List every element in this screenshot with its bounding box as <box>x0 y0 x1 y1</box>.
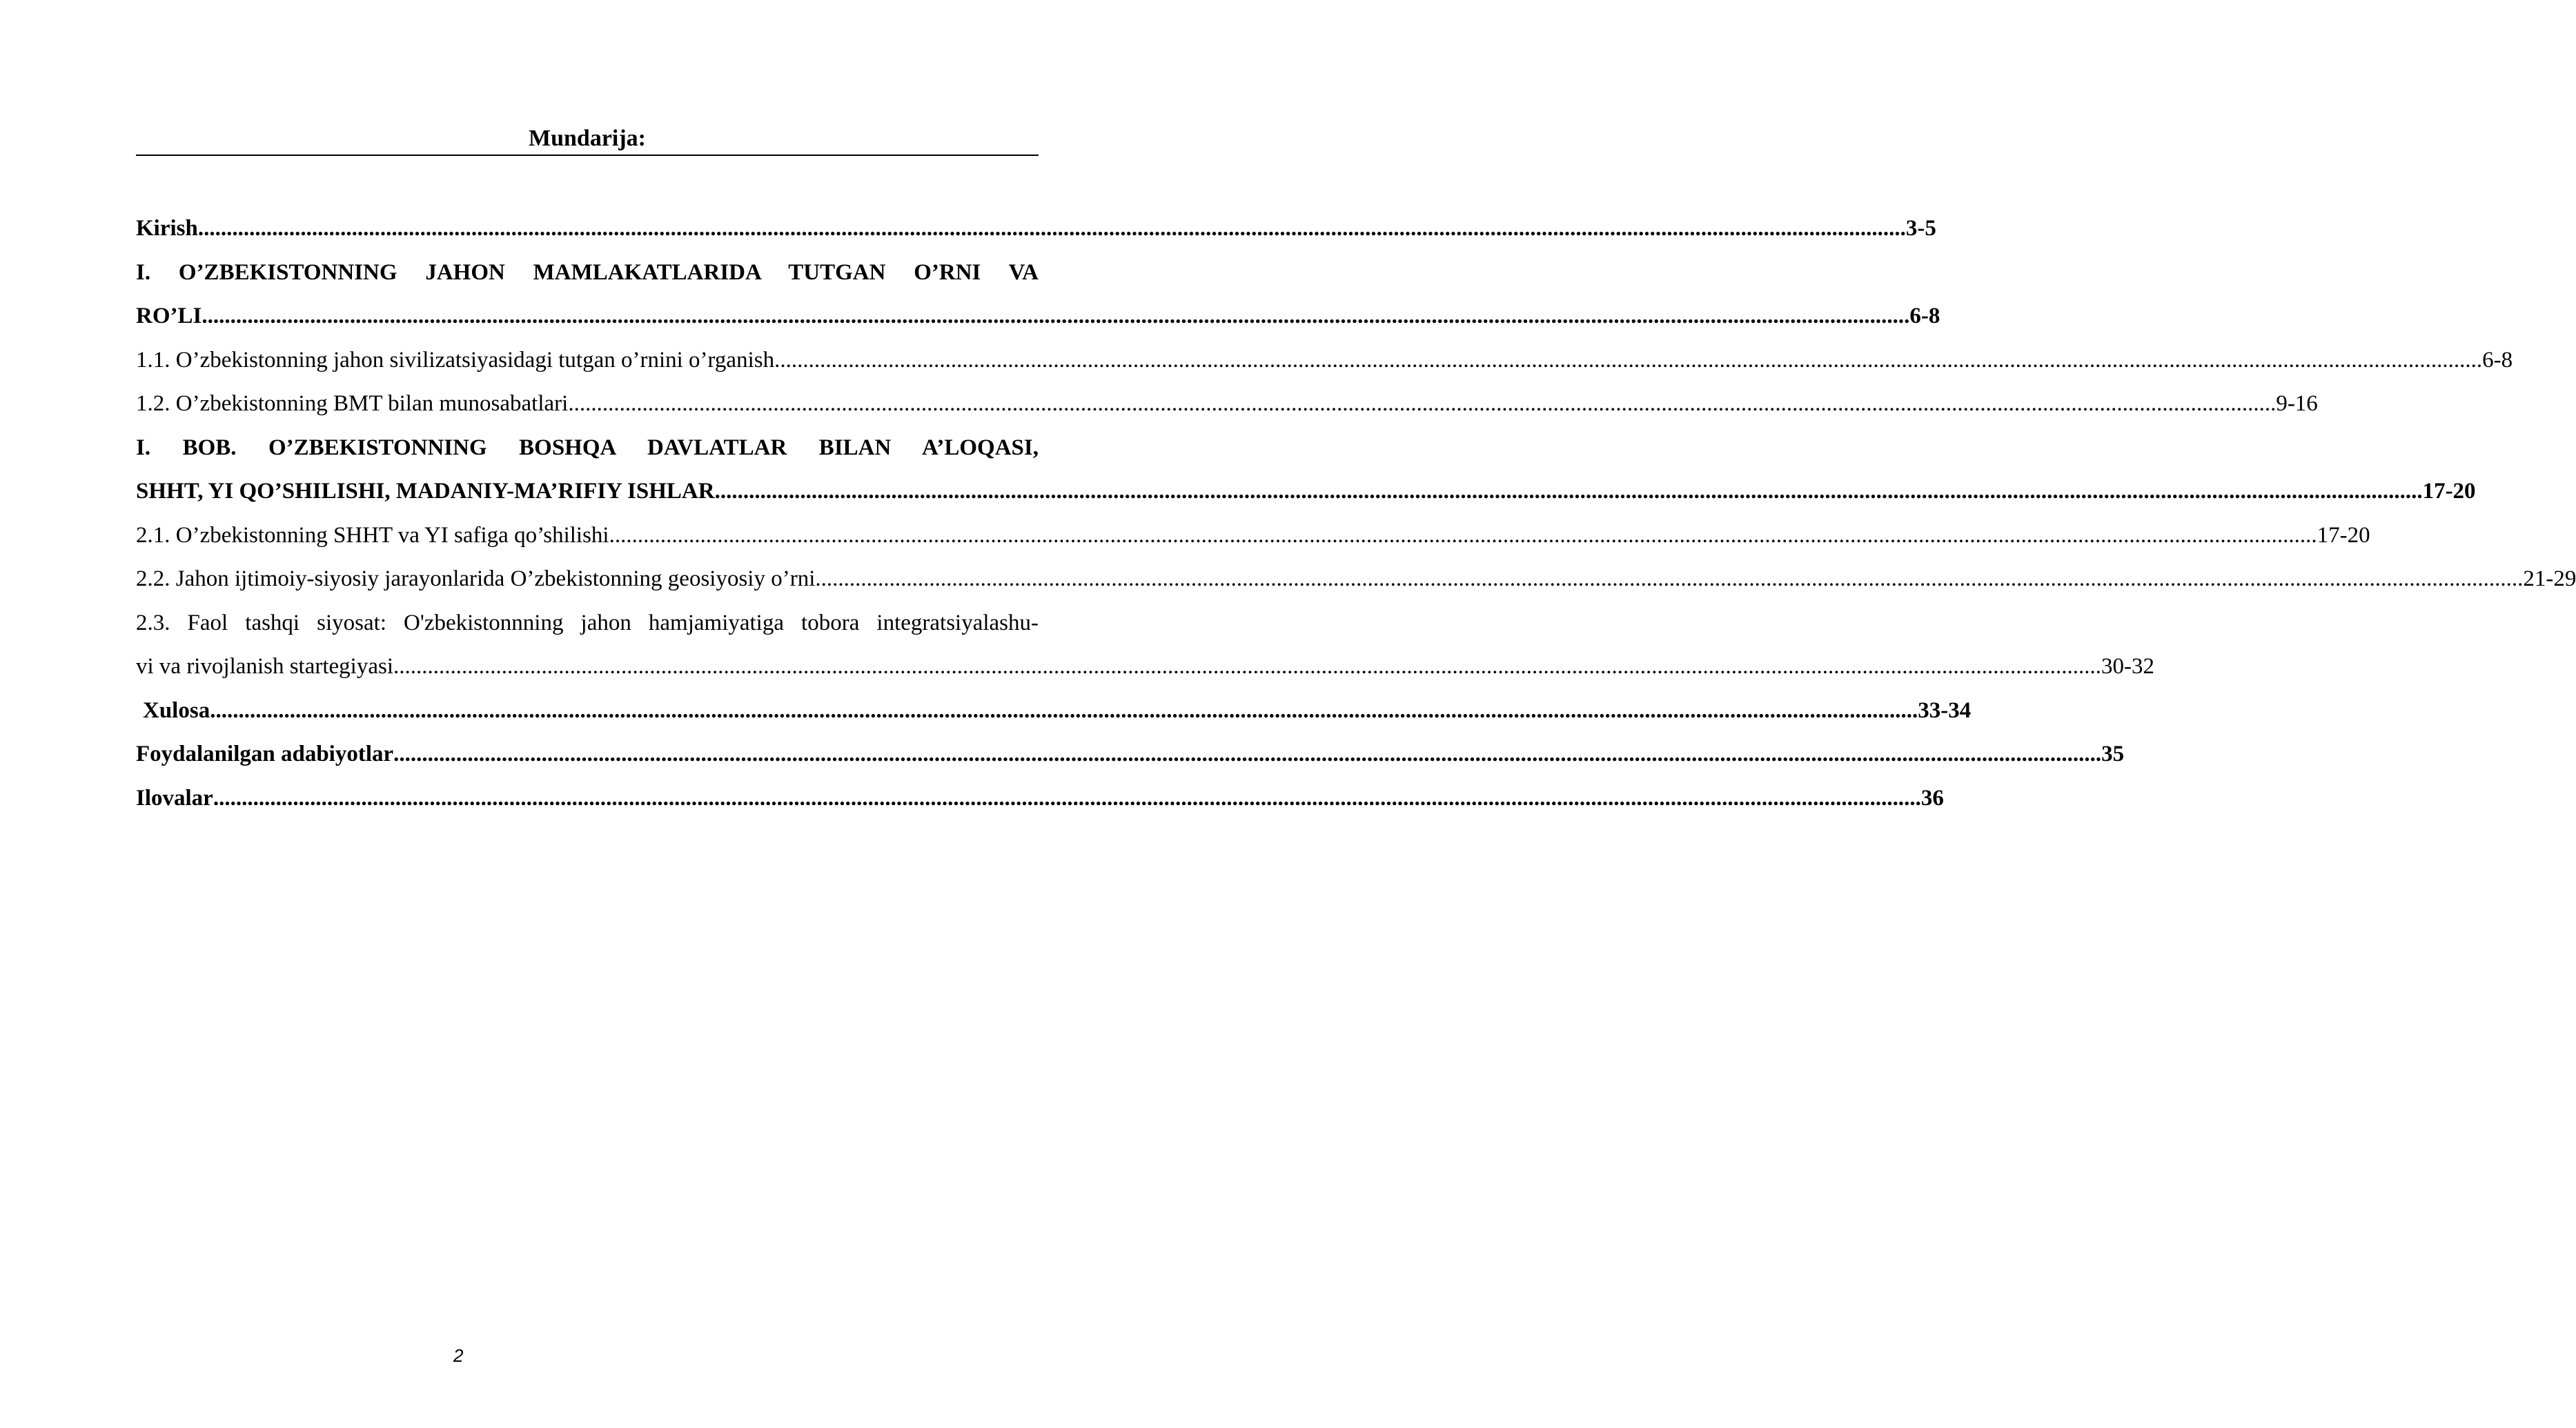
toc-leader-dots: ............................................................................................................................................................................................................................................................................................................ <box>201 304 1910 328</box>
toc-leader-dots: ............................................................................................................................................................................................................................................................................................................ <box>393 742 2102 766</box>
toc-leader-dots: ............................................................................................................................................................................................................................................................................................................ <box>210 697 1918 723</box>
toc-entry-pages: 6-8 <box>1909 304 1940 328</box>
toc-entry-2-1 <box>136 514 2370 558</box>
toc-entry-title: Kirish <box>136 216 198 241</box>
toc-entry-pages: 6-8 <box>2482 347 2513 373</box>
toc-entry-xulosa <box>136 689 1972 733</box>
toc-entry-title: 2.1. O’zbekistonning SHHT va YI safiga qo’shilishi <box>136 522 609 548</box>
toc-entry-title: Ilovalar <box>136 785 213 811</box>
toc-entry-title: Foydalanilgan adabiyotlar <box>136 742 394 766</box>
toc-entry-chapter-1-line-1: I. O’ZBEKISTONNING JAHON MAMLAKATLARIDA TUTGAN O’RNI VA <box>136 259 1039 285</box>
toc-entry-chapter-2-line-1: I. BOB. O’ZBEKISTONNING BOSHQA DAVLATLAR BILAN A’LOQASI, <box>136 435 1039 460</box>
toc-entry-pages: 17-20 <box>2422 479 2476 504</box>
toc-leader-dots: ............................................................................................................................................................................................................................................................................................................ <box>568 391 2277 416</box>
toc-entry-title: 1.1. O’zbekistonning jahon sivilizatsiyasidagi tutgan o’rnini o’rganish <box>136 347 775 373</box>
toc-entry-2-3-line-1: 2.3. Faol tashqi siyosat: O'zbekistonnning jahon hamjamiyatiga tobora integratsiyalashu- <box>136 610 1039 635</box>
toc-entry-pages: 3-5 <box>1905 216 1936 241</box>
heading-rule <box>136 123 1039 156</box>
page-number: 2 <box>453 1345 464 1366</box>
toc-entry-title: SHHT, YI QO’SHILISHI, MADANIY-MA’RIFIY ISHLAR <box>136 479 715 504</box>
toc-entry-1-1 <box>136 339 2513 383</box>
toc-entry-ilovalar <box>136 777 1944 821</box>
toc-leader-dots: ............................................................................................................................................................................................................................................................................................................ <box>393 654 2102 679</box>
toc-entry-2-2 <box>136 557 2576 602</box>
toc-entry-adabiyotlar <box>136 733 2125 777</box>
toc-entry-chapter-1-line-2 <box>136 295 1940 339</box>
toc-entry-title: RO’LI <box>136 304 202 328</box>
toc-leader-dots: ............................................................................................................................................................................................................................................................................................................ <box>774 347 2483 373</box>
toc-entry-2-3-line-2 <box>136 645 2155 689</box>
toc-entry-pages: 21-29 <box>2523 566 2576 591</box>
toc-entry-pages: 17-20 <box>2317 522 2370 548</box>
toc-entry-pages: 33-34 <box>1918 697 1972 723</box>
toc-leader-dots: ............................................................................................................................................................................................................................................................................................................ <box>815 566 2524 591</box>
toc-entry-pages: 30-32 <box>2101 654 2155 679</box>
toc-entry-title: vi va rivojlanish startegiyasi <box>136 654 394 679</box>
toc-entry-pages: 35 <box>2101 742 2125 766</box>
table-of-contents <box>136 207 2576 820</box>
toc-leader-dots: ............................................................................................................................................................................................................................................................................................................ <box>213 785 1921 811</box>
toc-entry-pages: 36 <box>1920 785 1944 811</box>
toc-entry-title: 1.2. O’zbekistonning BMT bilan munosabatlari <box>136 391 569 416</box>
page-title: Mundarija: <box>529 126 646 151</box>
toc-leader-dots: ............................................................................................................................................................................................................................................................................................................ <box>714 479 2423 504</box>
toc-leader-dots: ............................................................................................................................................................................................................................................................................................................ <box>197 216 1906 241</box>
toc-entry-title: Xulosa <box>143 697 210 723</box>
toc-entry-title: 2.2. Jahon ijtimoiy-siyosiy jarayonlarida O’zbekistonning geosiyosiy o’rni <box>136 566 816 591</box>
toc-entry-kirish <box>136 207 1936 251</box>
toc-entry-pages: 9-16 <box>2276 391 2318 416</box>
toc-entry-chapter-2-line-2 <box>136 470 2476 514</box>
toc-entry-1-2 <box>136 382 2318 426</box>
toc-leader-dots: ............................................................................................................................................................................................................................................................................................................ <box>609 522 2317 548</box>
